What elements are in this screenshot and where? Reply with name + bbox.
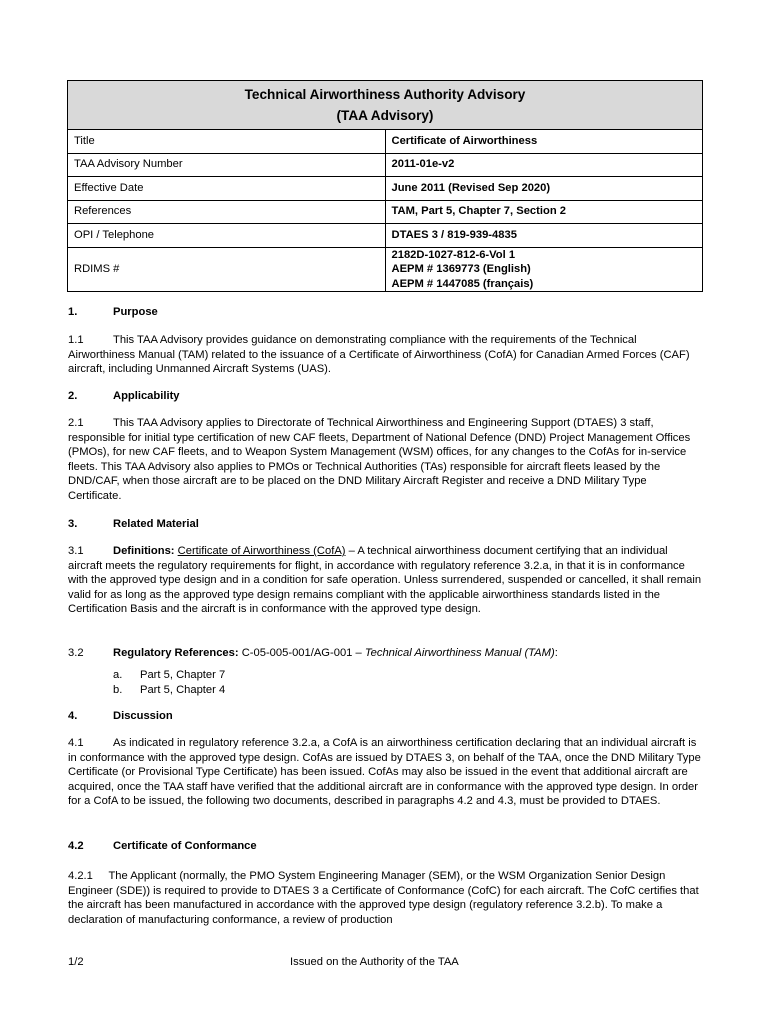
paragraph-4-1 (68, 736, 703, 809)
row-value: Certificate of Airworthiness (385, 130, 703, 154)
advisory-header-table (67, 80, 703, 292)
advisory-title-line2: (TAA Advisory) (336, 108, 434, 123)
list-text: Part 5, Chapter 4 (140, 684, 226, 696)
paragraph-text: This TAA Advisory applies to Directorate of Technical Airworthiness and Engineering Support (DTAES) 3 staff, responsible for initial type certification of new CAF fleets, Department of National Defence (DND) Project Management Offices (PMOs), for new CAF fleets, and to Weapon System Management (WSM) offices, for any changes to the CofAs for in-service fleets. This TAA Advisory also applies to PMOs or Technical Authorities (TAs) responsible for aircraft fleets leased by the DND/CAF, when those aircraft are to be placed on the DND Military Aircraft Register and receive a DND Military Type Certificate. (68, 417, 691, 502)
section-1-heading (68, 305, 703, 320)
rdims-line: 2182D-1027-812-6-Vol 1 (391, 248, 516, 261)
reference-title: Technical Airworthiness Manual (TAM) (364, 647, 555, 659)
list-item (113, 683, 225, 698)
section-number: 3. (68, 518, 78, 530)
paragraph-text: As indicated in regulatory reference 3.2.a, a CofA is an airworthiness certification declaring that an individual aircraft is in conformance with the approved type design. CofAs are issued by DTAES 3, on behalf of the TAA, once the DND Military Type Certificate (or Provisional Type Certificate) has been issued. CofAs may also be issued in the event that additional aircraft are acquired, once the TAA staff have verified that the additional aircraft are in conformance with the approved type design. In order for a CofA to be issued, the following two documents, described in paragraphs 4.2 and 4.3, must be provided to DTAES. (68, 737, 701, 808)
reference-code: C-05-005-001/AG-001 – (238, 647, 365, 659)
footer-authority: Issued on the Authority of the TAA (290, 956, 459, 968)
aepm-english-line: AEPM # 1369773 (English) (391, 263, 531, 276)
row-label: RDIMS # (68, 247, 386, 292)
row-label: Title (68, 130, 386, 154)
section-title: Purpose (113, 306, 158, 318)
header-row-title (68, 130, 703, 154)
row-value (385, 247, 703, 292)
paragraph-text: The Applicant (normally, the PMO System Engineering Manager (SEM), or the WSM Organization Senior Design Engineer (SDE)) is required to provide to DTAES 3 a Certificate of Conformance (CofC) for each aircraft. The CofC certifies that the aircraft has been manufactured in accordance with the approved type design (regulatory reference 3.2.b). To make a declaration of manufacturing conformance, a review of production (68, 870, 699, 926)
section-3-heading (68, 517, 703, 532)
section-number: 4. (68, 710, 78, 722)
section-title: Discussion (113, 710, 173, 722)
section-number: 1. (68, 306, 78, 318)
row-label: References (68, 200, 386, 224)
section-4-heading (68, 709, 703, 724)
definitions-label: Definitions: (113, 545, 175, 557)
list-letter: a. (113, 669, 123, 681)
paragraph-number: 4.1 (68, 737, 84, 749)
paragraph-3-1 (68, 544, 703, 617)
row-label: TAA Advisory Number (68, 153, 386, 177)
row-value: June 2011 (Revised Sep 2020) (385, 177, 703, 201)
section-title: Related Material (113, 518, 199, 530)
header-row-opi (68, 224, 703, 248)
paragraph-text: This TAA Advisory provides guidance on demonstrating compliance with the requirements of the Technical Airworthiness Manual (TAM) related to the issuance of a Certificate of Airworthiness (CofA) for Canadian Armed Forces (CAF) aircraft, including Unmanned Aircraft Systems (UAS). (68, 334, 690, 376)
paragraph-number: 4.2 (68, 840, 84, 852)
paragraph-number: 1.1 (68, 334, 84, 346)
section-4-2-heading (68, 839, 703, 854)
reference-list (113, 668, 225, 698)
section-2-heading (68, 389, 703, 404)
header-row-references (68, 200, 703, 224)
section-title: Applicability (113, 390, 180, 402)
header-row-number (68, 153, 703, 177)
defined-term: Certificate of Airworthiness (CofA) (177, 545, 346, 557)
paragraph-text: – A technical airworthiness document certifying that an individual aircraft meets the regulatory requirements for flight, in accordance with regulatory reference 3.2.a, in that it is in conformance with the approved type design and in a condition for safe operation. Unless surrendered, suspended or cancelled, it shall remain valid for as long as the approved type design remains compliant with the applicable airworthiness standards listed in the Certification Basis and the aircraft is in conformance with the approved type design. (68, 545, 702, 616)
paragraph-number: 3.2 (68, 647, 84, 659)
paragraph-3-2 (68, 646, 703, 661)
reference-colon: : (554, 647, 558, 659)
subsection-title: Certificate of Conformance (113, 840, 257, 852)
list-item (113, 668, 225, 683)
header-row-rdims (68, 247, 703, 292)
aepm-french-line: AEPM # 1447085 (français) (391, 277, 534, 290)
paragraph-number: 2.1 (68, 417, 84, 429)
regulatory-references-label: Regulatory References: (113, 647, 239, 659)
paragraph-1-1 (68, 333, 703, 377)
row-value: DTAES 3 / 819-939-4835 (385, 224, 703, 248)
row-label: Effective Date (68, 177, 386, 201)
list-letter: b. (113, 684, 123, 696)
advisory-title (68, 81, 703, 130)
header-row-effective-date (68, 177, 703, 201)
section-number: 2. (68, 390, 78, 402)
paragraph-number: 4.2.1 (68, 870, 93, 882)
paragraph-4-2-1 (68, 869, 703, 927)
page-number: 1/2 (68, 956, 84, 968)
row-value: TAM, Part 5, Chapter 7, Section 2 (385, 200, 703, 224)
list-text: Part 5, Chapter 7 (140, 669, 226, 681)
paragraph-number: 3.1 (68, 545, 84, 557)
row-value: 2011-01e-v2 (385, 153, 703, 177)
paragraph-2-1 (68, 416, 703, 504)
row-label: OPI / Telephone (68, 224, 386, 248)
advisory-title-line1: Technical Airworthiness Authority Advisory (244, 87, 526, 102)
